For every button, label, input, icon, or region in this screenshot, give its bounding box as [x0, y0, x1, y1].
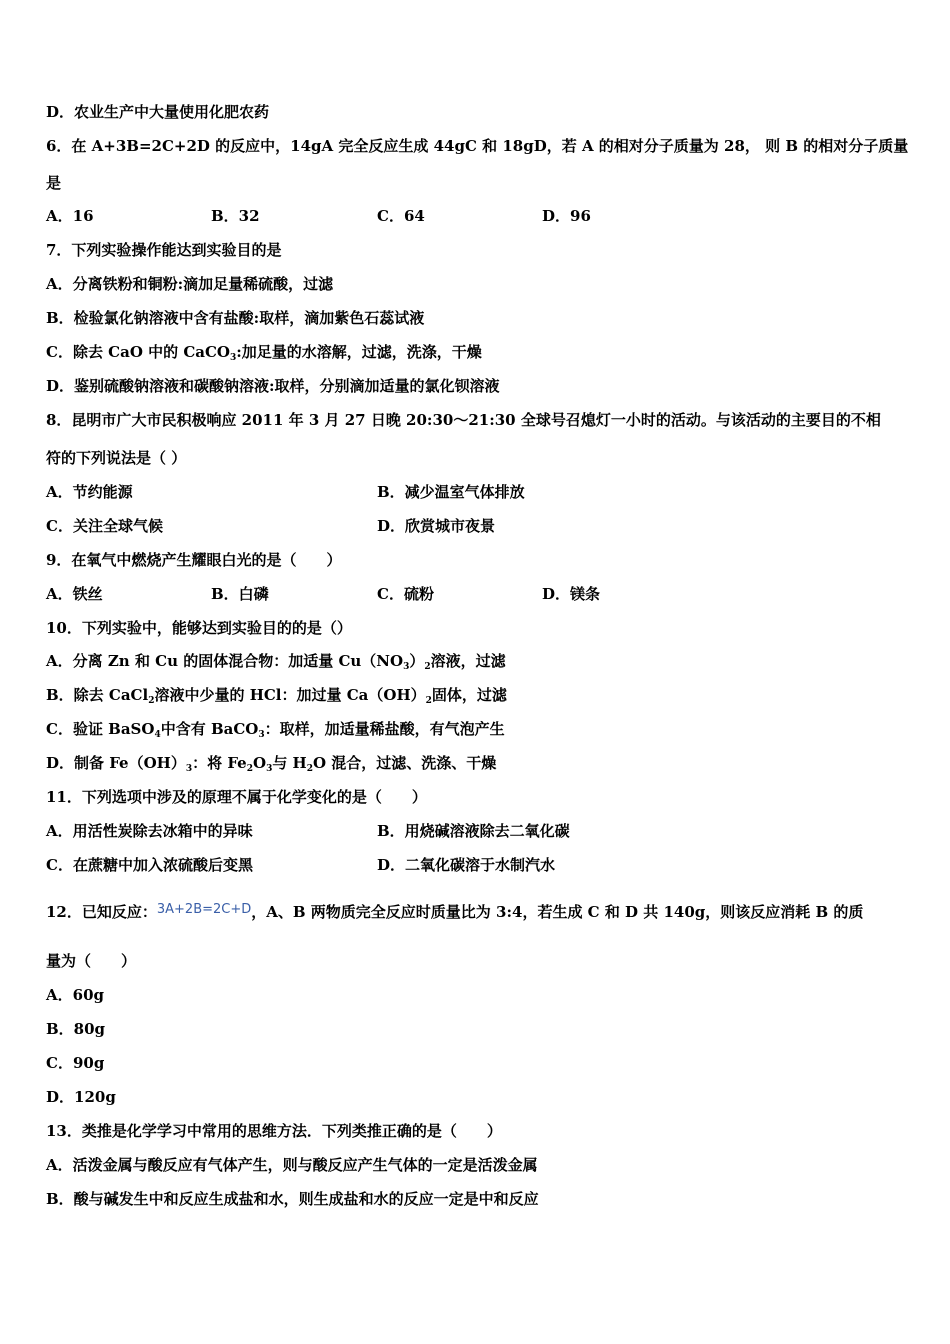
q13-option-b: B．酸与碱发生中和反应生成盐和水，则生成盐和水的反应一定是中和反应: [46, 1190, 539, 1208]
q10-option-c: [46, 719, 505, 739]
q12-stem-text-1: 12．已知反应：: [46, 903, 157, 921]
q10-option-d-text-4: 与 H: [272, 754, 307, 772]
q7-option-c: [46, 342, 482, 362]
q6-option-d: D．96: [542, 207, 591, 225]
q10-option-c-text-3: ：取样，加适量稀盐酸，有气泡产生: [264, 720, 505, 738]
q5-option-d: D．农业生产中大量使用化肥农药: [46, 103, 270, 121]
q7-option-a: A．分离铁粉和铜粉:滴加足量稀硫酸，过滤: [46, 275, 334, 293]
q12-formula-image: 3A+2B=2C+D: [156, 902, 252, 917]
q10-stem: 10．下列实验中，能够达到实验目的的是（）: [46, 619, 352, 637]
q10-option-a-text-2: ）: [409, 652, 425, 670]
q12-stem-text-2: ，A、B 两物质完全反应时质量比为 3:4，若生成 C 和 D 共 140g，则该反应消耗 B 的质: [251, 903, 864, 921]
q10-option-a: [46, 651, 506, 671]
q10-option-d-text-2: ：将 Fe: [192, 754, 247, 772]
q10-option-b: [46, 685, 507, 705]
q12-option-c: C．90g: [46, 1054, 105, 1072]
q7-option-c-text-2: :加足量的水溶解，过滤，洗涤，干燥: [236, 343, 482, 361]
q10-option-d-sub-1: 3: [185, 764, 193, 774]
q10-option-a-sub-1: 3: [403, 662, 410, 672]
q9-option-a: A．铁丝: [46, 585, 103, 603]
q10-option-d-text-3: O: [252, 754, 267, 772]
q8-option-d: D．欣赏城市夜景: [377, 517, 496, 535]
q6-stem-line-1: 6．在 A+3B=2C+2D 的反应中，14gA 完全反应生成 44gC 和 18gD，若 A 的相对分子质量为 28， 则 B 的相对分子质量: [46, 137, 909, 155]
q8-option-c: C．关注全球气候: [46, 517, 163, 535]
q10-option-d-sub-4: 2: [306, 764, 313, 774]
q10-option-b-sub-1: 2: [148, 696, 155, 706]
q9-option-d: D．镁条: [542, 585, 601, 603]
q7-option-b: B．检验氯化钠溶液中含有盐酸:取样，滴加紫色石蕊试液: [46, 309, 425, 327]
q6-option-b: B．32: [211, 207, 260, 225]
q8-option-b: B．减少温室气体排放: [377, 483, 525, 501]
q11-stem: 11．下列选项中涉及的原理不属于化学变化的是（ ）: [46, 788, 427, 806]
q10-option-c-text-2: 中含有 BaCO: [160, 720, 259, 738]
q7-option-c-sub: 3: [230, 353, 237, 363]
q8-stem-line-1: 8．昆明市广大市民积极响应 2011 年 3 月 27 日晚 20:30～21:30 全球号召熄灯一小时的活动。与该活动的主要目的不相: [46, 411, 881, 429]
q13-stem: 13．类推是化学学习中常用的思维方法．下列类推正确的是（ ）: [46, 1122, 502, 1140]
q10-option-b-text-1: B．除去 CaCl: [46, 686, 149, 704]
q12-option-b: B．80g: [46, 1020, 106, 1038]
q10-option-a-sub-2: 2: [424, 662, 431, 672]
q9-stem: 9．在氧气中燃烧产生耀眼白光的是（ ）: [46, 551, 342, 569]
q13-option-a: A．活泼金属与酸反应有气体产生，则与酸反应产生气体的一定是活泼金属: [46, 1156, 538, 1174]
q10-option-a-text-1: A．分离 Zn 和 Cu 的固体混合物：加适量 Cu（NO: [46, 652, 404, 670]
q10-option-d: [46, 753, 496, 773]
q10-option-d-text-1: D．制备 Fe（OH）: [46, 754, 186, 772]
q7-option-d: D．鉴别硫酸钠溶液和碳酸钠溶液:取样，分别滴加适量的氯化钡溶液: [46, 377, 500, 395]
q7-stem: 7．下列实验操作能达到实验目的是: [46, 241, 282, 259]
q6-option-c: C．64: [377, 207, 425, 225]
q12-stem-line-1: [46, 900, 863, 922]
q10-option-c-text-1: C．验证 BaSO: [46, 720, 155, 738]
q6-stem-line-2: 是: [46, 174, 62, 192]
q11-option-b: B．用烧碱溶液除去二氧化碳: [377, 822, 570, 840]
q12-option-d: D．120g: [46, 1088, 116, 1106]
q10-option-c-sub-1: 4: [154, 730, 161, 740]
q10-option-d-text-5: O 混合，过滤、洗涤、干燥: [313, 754, 497, 772]
q9-option-c: C．硫粉: [377, 585, 434, 603]
q7-option-c-text-1: C．除去 CaO 中的 CaCO: [46, 343, 230, 361]
q10-option-a-text-3: 溶液，过滤: [430, 652, 506, 670]
q6-option-a: A．16: [46, 207, 94, 225]
q10-option-b-text-3: 固体，过滤: [431, 686, 507, 704]
q8-stem-line-2: 符的下列说法是（ ）: [46, 449, 187, 467]
q12-option-a: A．60g: [46, 986, 105, 1004]
q11-option-a: A．用活性炭除去冰箱中的异味: [46, 822, 253, 840]
q10-option-c-sub-2: 3: [258, 730, 265, 740]
q11-option-c: C．在蔗糖中加入浓硫酸后变黑: [46, 856, 253, 874]
q9-option-b: B．白磷: [211, 585, 269, 603]
q10-option-b-sub-2: 2: [425, 696, 432, 706]
q11-option-d: D．二氧化碳溶于水制汽水: [377, 856, 556, 874]
q12-stem-line-2: 量为（ ）: [46, 952, 137, 970]
q10-option-d-sub-3: 3: [266, 764, 273, 774]
q10-option-b-text-2: 溶液中少量的 HCl：加过量 Ca（OH）: [154, 686, 426, 704]
q10-option-d-sub-2: 2: [246, 764, 253, 774]
q8-option-a: A．节约能源: [46, 483, 133, 501]
